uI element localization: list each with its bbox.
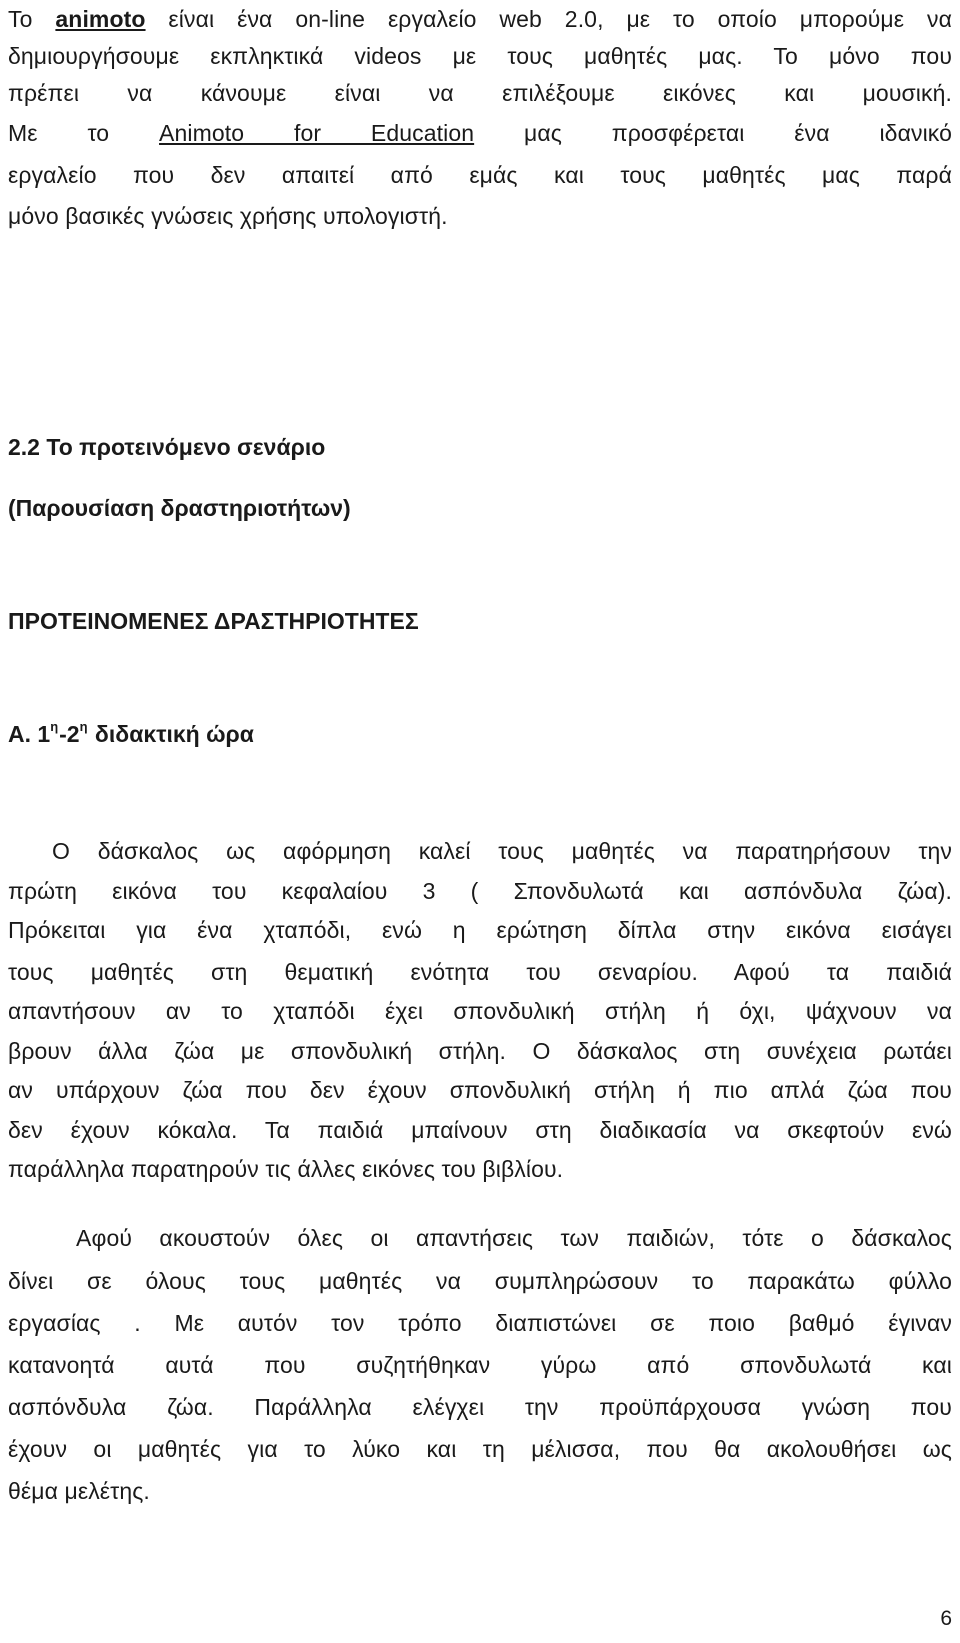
lesson-heading: [8, 719, 254, 749]
lesson-dash: -2: [59, 721, 80, 747]
animoto-link[interactable]: animoto: [55, 6, 146, 32]
paragraph1-line: Ο δάσκαλος ως αφόρμηση καλεί τους μαθητές να παρατηρήσουν την: [52, 838, 952, 864]
paragraph1-line: αν υπάρχουν ζώα που δεν έχουν σπονδυλική στήλη ή πιο απλά ζώα που: [8, 1077, 952, 1103]
paragraph2-line: ασπόνδυλα ζώα. Παράλληλα ελέγχει την προϋπάρχουσα γνώση που: [8, 1394, 952, 1420]
activities-heading: ΠΡΟΤΕΙΝΟΜΕΝΕΣ ΔΡΑΣΤΗΡΙΟΤΗΤΕΣ: [8, 608, 419, 634]
intro-text: Το: [8, 6, 56, 32]
intro-text: είναι ένα on-line εργαλείο web 2.0, με το οποίο μπορούμε να: [145, 6, 952, 32]
intro-line-5: εργαλείο που δεν απαιτεί από εμάς και τους μαθητές μας παρά: [8, 162, 952, 188]
paragraph1-line: τους μαθητές στη θεματική ενότητα του σεναρίου. Αφού τα παιδιά: [8, 959, 952, 985]
section-title: 2.2 Το προτεινόμενο σενάριο: [8, 434, 326, 460]
intro-line-2: δημιουργήσουμε εκπληκτικά videos με τους μαθητές μας. Το μόνο που: [8, 43, 952, 69]
paragraph1-line: απαντήσουν αν το χταπόδι έχει σπονδυλική στήλη ή όχι, ψάχνουν να: [8, 998, 952, 1024]
paragraph2-line: εργασίας . Με αυτόν τον τρόπο διαπιστώνει σε ποιο βαθμό έγιναν: [8, 1310, 952, 1336]
intro-line-3: πρέπει να κάνουμε είναι να επιλέξουμε εικόνες και μουσική.: [8, 80, 952, 106]
paragraph2-line: έχουν οι μαθητές για το λύκο και τη μέλισσα, που θα ακολουθήσει ως: [8, 1436, 952, 1462]
lesson-prefix: Α. 1: [8, 721, 51, 747]
intro-line-6: μόνο βασικές γνώσεις χρήσης υπολογιστή.: [8, 203, 448, 229]
intro-text: μας προσφέρεται ένα ιδανικό: [474, 120, 952, 146]
animoto-education-link[interactable]: Animoto for Education: [159, 120, 475, 146]
paragraph1-line: βρουν άλλα ζώα με σπονδυλική στήλη. Ο δάσκαλος στη συνέχεια ρωτάει: [8, 1038, 952, 1064]
paragraph2-line: κατανοητά αυτά που συζητήθηκαν γύρω από σπονδυλωτά και: [8, 1352, 952, 1378]
paragraph1-line: πρώτη εικόνα του κεφαλαίου 3 ( Σπονδυλωτά και ασπόνδυλα ζώα).: [8, 878, 952, 904]
paragraph1-line: δεν έχουν κόκαλα. Τα παιδιά μπαίνουν στη διαδικασία να σκεφτούν ενώ: [8, 1117, 952, 1143]
page-number: 6: [940, 1607, 952, 1630]
intro-line-1: [8, 4, 952, 34]
paragraph2-line: Αφού ακουστούν όλες οι απαντήσεις των παιδιών, τότε ο δάσκαλος: [76, 1225, 952, 1251]
lesson-sup-2: η: [79, 719, 88, 735]
intro-line-4: [8, 118, 952, 148]
intro-text: Με το: [8, 120, 160, 146]
paragraph2-line: δίνει σε όλους τους μαθητές να συμπληρώσουν το παρακάτω φύλλο: [8, 1268, 952, 1294]
section-subtitle: (Παρουσίαση δραστηριοτήτων): [8, 495, 351, 521]
paragraph1-line: παράλληλα παρατηρούν τις άλλες εικόνες του βιβλίου.: [8, 1156, 564, 1182]
lesson-suffix: διδακτική ώρα: [88, 721, 254, 747]
paragraph1-line: Πρόκειται για ένα χταπόδι, ενώ η ερώτηση δίπλα στην εικόνα εισάγει: [8, 917, 952, 943]
paragraph2-line: θέμα μελέτης.: [8, 1478, 150, 1504]
lesson-sup-1: η: [50, 719, 59, 735]
